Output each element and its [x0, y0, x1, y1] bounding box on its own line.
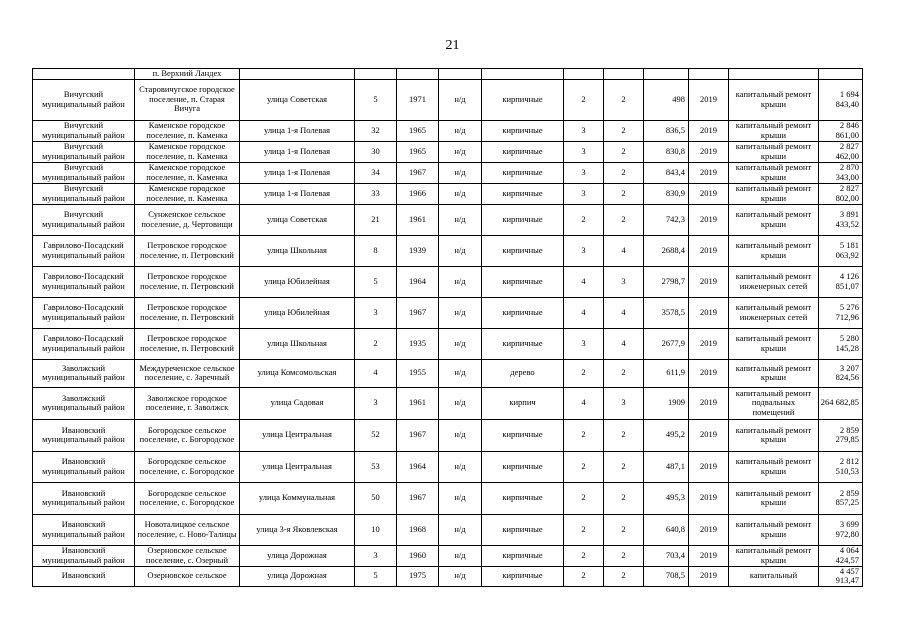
cell-settlement: Заволжское городское поселение, г. Заволжск [135, 387, 240, 419]
cell-wall: кирпичные [482, 419, 564, 451]
cell-year: 1961 [397, 387, 439, 419]
table-row [33, 328, 863, 359]
cell-settlement: Петровское городское поселение, п. Петровский [135, 266, 240, 297]
cell-district: Гаврилово-Посадский муниципальный район [33, 235, 135, 266]
cell-reconstruction: н/д [439, 359, 482, 387]
cell-wall: кирпичные [482, 162, 564, 183]
cell-settlement: Озерновское сельское поселение, с. Озерный [135, 545, 240, 566]
cell-street: улица 1-я Полевая [240, 141, 355, 162]
cell-district: Ивановский муниципальный район [33, 514, 135, 545]
table-row [33, 204, 863, 235]
cell-settlement: Каменское городское поселение, п. Каменка [135, 141, 240, 162]
cell-district [33, 69, 135, 80]
cell-house: 5 [355, 79, 397, 120]
cell-year: 1939 [397, 235, 439, 266]
cell-street: улица Школьная [240, 328, 355, 359]
cell-cost: 2 859 279,85 [819, 419, 863, 451]
cell-settlement: Новоталицкое сельское поселение, с. Ново-Талицы [135, 514, 240, 545]
cell-entrances: 2 [604, 120, 644, 141]
cell-plan-year: 2019 [689, 387, 729, 419]
repair-program-table [32, 68, 863, 587]
cell-wall: кирпичные [482, 328, 564, 359]
cell-reconstruction: н/д [439, 514, 482, 545]
cell-house: 3 [355, 545, 397, 566]
cell-reconstruction: н/д [439, 387, 482, 419]
cell-floors: 2 [564, 566, 604, 586]
cell-area: 703,4 [644, 545, 689, 566]
cell-entrances: 2 [604, 141, 644, 162]
cell-settlement: Петровское городское поселение, п. Петровский [135, 235, 240, 266]
cell-reconstruction: н/д [439, 162, 482, 183]
cell-year: 1965 [397, 141, 439, 162]
table-row [33, 359, 863, 387]
cell-area: 611,9 [644, 359, 689, 387]
cell-street: улица Дорожная [240, 566, 355, 586]
cell-area: 742,3 [644, 204, 689, 235]
cell-settlement: Озерновское сельское [135, 566, 240, 586]
cell-house: 33 [355, 183, 397, 204]
cell-floors: 2 [564, 482, 604, 514]
table-row [33, 387, 863, 419]
cell-entrances: 2 [604, 183, 644, 204]
table-row [33, 120, 863, 141]
cell-area [644, 69, 689, 80]
cell-floors: 3 [564, 141, 604, 162]
cell-wall: кирпичные [482, 566, 564, 586]
cell-house: 52 [355, 419, 397, 451]
cell-year: 1964 [397, 451, 439, 482]
cell-work: капитальный ремонт инженерных сетей [729, 266, 819, 297]
cell-area: 830,8 [644, 141, 689, 162]
cell-settlement: Каменское городское поселение, п. Каменка [135, 162, 240, 183]
cell-plan-year: 2019 [689, 120, 729, 141]
cell-year: 1975 [397, 566, 439, 586]
cell-reconstruction: н/д [439, 183, 482, 204]
cell-cost: 2 859 857,25 [819, 482, 863, 514]
cell-cost: 4 126 851,07 [819, 266, 863, 297]
cell-settlement: Каменское городское поселение, п. Каменка [135, 120, 240, 141]
cell-floors: 2 [564, 451, 604, 482]
cell-entrances: 2 [604, 482, 644, 514]
cell-reconstruction: н/д [439, 419, 482, 451]
cell-house: 30 [355, 141, 397, 162]
cell-street: улица Садовая [240, 387, 355, 419]
cell-year: 1968 [397, 514, 439, 545]
cell-house: 5 [355, 266, 397, 297]
cell-area: 487,1 [644, 451, 689, 482]
cell-settlement: Богородское сельское поселение, с. Богородское [135, 482, 240, 514]
cell-street: улица Центральная [240, 451, 355, 482]
cell-year: 1965 [397, 120, 439, 141]
cell-street: улица 1-я Полевая [240, 183, 355, 204]
cell-reconstruction: н/д [439, 120, 482, 141]
cell-settlement: Старовичугское городское поселение, п. Старая Вичуга [135, 79, 240, 120]
cell-entrances: 2 [604, 204, 644, 235]
cell-reconstruction: н/д [439, 141, 482, 162]
cell-year: 1955 [397, 359, 439, 387]
cell-entrances: 4 [604, 235, 644, 266]
cell-house: 10 [355, 514, 397, 545]
cell-plan-year: 2019 [689, 566, 729, 586]
cell-cost: 4 457 913,47 [819, 566, 863, 586]
cell-district: Ивановский [33, 566, 135, 586]
cell-floors: 3 [564, 120, 604, 141]
table-row [33, 514, 863, 545]
cell-work: капитальный ремонт крыши [729, 419, 819, 451]
cell-district: Ивановский муниципальный район [33, 419, 135, 451]
cell-wall: кирпичные [482, 141, 564, 162]
cell-entrances: 2 [604, 162, 644, 183]
cell-district: Гаврилово-Посадский муниципальный район [33, 297, 135, 328]
cell-wall: кирпичные [482, 183, 564, 204]
cell-house: 50 [355, 482, 397, 514]
table-row [33, 545, 863, 566]
cell-district: Вичугский муниципальный район [33, 204, 135, 235]
cell-cost: 2 812 510,53 [819, 451, 863, 482]
cell-wall [482, 69, 564, 80]
cell-floors: 3 [564, 162, 604, 183]
table-row [33, 162, 863, 183]
cell-area: 2677,9 [644, 328, 689, 359]
cell-work: капитальный ремонт крыши [729, 359, 819, 387]
table-row [33, 235, 863, 266]
cell-house: 3 [355, 387, 397, 419]
table-body [33, 69, 863, 587]
cell-floors: 4 [564, 297, 604, 328]
cell-cost: 2 870 343,00 [819, 162, 863, 183]
cell-reconstruction: н/д [439, 451, 482, 482]
cell-street: улица 1-я Полевая [240, 120, 355, 141]
cell-street: улица Советская [240, 79, 355, 120]
cell-street: улица Школьная [240, 235, 355, 266]
cell-wall: кирпич [482, 387, 564, 419]
cell-floors: 2 [564, 419, 604, 451]
table-row [33, 266, 863, 297]
cell-plan-year: 2019 [689, 545, 729, 566]
cell-area: 498 [644, 79, 689, 120]
cell-floors: 2 [564, 79, 604, 120]
cell-year: 1960 [397, 545, 439, 566]
cell-reconstruction: н/д [439, 79, 482, 120]
cell-plan-year: 2019 [689, 482, 729, 514]
cell-plan-year: 2019 [689, 183, 729, 204]
cell-floors: 4 [564, 387, 604, 419]
cell-year: 1967 [397, 162, 439, 183]
cell-settlement: Петровское городское поселение, п. Петровский [135, 297, 240, 328]
cell-district: Вичугский муниципальный район [33, 183, 135, 204]
cell-plan-year: 2019 [689, 141, 729, 162]
cell-year: 1964 [397, 266, 439, 297]
cell-district: Гаврилово-Посадский муниципальный район [33, 328, 135, 359]
cell-work: капитальный ремонт крыши [729, 514, 819, 545]
cell-plan-year: 2019 [689, 359, 729, 387]
cell-wall: дерево [482, 359, 564, 387]
cell-year: 1967 [397, 419, 439, 451]
cell-wall: кирпичные [482, 297, 564, 328]
cell-district: Гаврилово-Посадский муниципальный район [33, 266, 135, 297]
cell-plan-year [689, 69, 729, 80]
cell-house: 21 [355, 204, 397, 235]
cell-street [240, 69, 355, 80]
table-row [33, 69, 863, 80]
cell-cost: 5 280 145,28 [819, 328, 863, 359]
cell-area: 843,4 [644, 162, 689, 183]
cell-entrances: 3 [604, 266, 644, 297]
cell-area: 495,3 [644, 482, 689, 514]
cell-entrances: 2 [604, 451, 644, 482]
cell-settlement: Богородское сельское поселение, с. Богородское [135, 451, 240, 482]
cell-entrances: 4 [604, 297, 644, 328]
cell-cost: 2 846 861,00 [819, 120, 863, 141]
cell-plan-year: 2019 [689, 204, 729, 235]
cell-year: 1935 [397, 328, 439, 359]
cell-cost: 2 827 802,00 [819, 183, 863, 204]
cell-settlement: п. Верхний Ландех [135, 69, 240, 80]
cell-work: капитальный ремонт крыши [729, 162, 819, 183]
cell-area: 2798,7 [644, 266, 689, 297]
cell-entrances: 2 [604, 566, 644, 586]
cell-cost: 264 682,85 [819, 387, 863, 419]
cell-work: капитальный ремонт крыши [729, 235, 819, 266]
cell-reconstruction: н/д [439, 482, 482, 514]
table-row [33, 297, 863, 328]
cell-wall: кирпичные [482, 266, 564, 297]
cell-house: 8 [355, 235, 397, 266]
cell-house: 2 [355, 328, 397, 359]
cell-district: Заволжский муниципальный район [33, 387, 135, 419]
cell-area: 830,9 [644, 183, 689, 204]
cell-entrances: 3 [604, 387, 644, 419]
cell-cost: 5 181 063,92 [819, 235, 863, 266]
cell-house: 5 [355, 566, 397, 586]
cell-area: 2688,4 [644, 235, 689, 266]
cell-wall: кирпичные [482, 120, 564, 141]
table-row [33, 419, 863, 451]
table-row [33, 183, 863, 204]
cell-wall: кирпичные [482, 79, 564, 120]
cell-year: 1971 [397, 79, 439, 120]
cell-district: Ивановский муниципальный район [33, 451, 135, 482]
cell-reconstruction: н/д [439, 297, 482, 328]
cell-district: Заволжский муниципальный район [33, 359, 135, 387]
cell-reconstruction: н/д [439, 328, 482, 359]
cell-floors: 2 [564, 545, 604, 566]
cell-floors: 3 [564, 183, 604, 204]
cell-floors: 3 [564, 235, 604, 266]
cell-work: капитальный ремонт крыши [729, 120, 819, 141]
cell-plan-year: 2019 [689, 235, 729, 266]
cell-floors: 3 [564, 328, 604, 359]
cell-plan-year: 2019 [689, 266, 729, 297]
table-row [33, 451, 863, 482]
cell-year [397, 69, 439, 80]
cell-wall: кирпичные [482, 514, 564, 545]
cell-district: Ивановский муниципальный район [33, 545, 135, 566]
cell-house: 53 [355, 451, 397, 482]
cell-year: 1966 [397, 183, 439, 204]
cell-reconstruction: н/д [439, 266, 482, 297]
table-row [33, 79, 863, 120]
cell-area: 3578,5 [644, 297, 689, 328]
cell-cost [819, 69, 863, 80]
cell-cost: 3 891 433,52 [819, 204, 863, 235]
cell-work: капитальный ремонт крыши [729, 482, 819, 514]
cell-settlement: Богородское сельское поселение, с. Богородское [135, 419, 240, 451]
cell-entrances: 4 [604, 328, 644, 359]
cell-wall: кирпичные [482, 451, 564, 482]
cell-area: 640,8 [644, 514, 689, 545]
cell-year: 1967 [397, 297, 439, 328]
cell-cost: 2 827 462,00 [819, 141, 863, 162]
cell-work [729, 69, 819, 80]
cell-plan-year: 2019 [689, 297, 729, 328]
cell-street: улица Юбилейная [240, 266, 355, 297]
cell-work: капитальный ремонт крыши [729, 545, 819, 566]
cell-work: капитальный ремонт крыши [729, 451, 819, 482]
cell-work: капитальный ремонт инженерных сетей [729, 297, 819, 328]
cell-district: Вичугский муниципальный район [33, 141, 135, 162]
cell-street: улица Комсомольская [240, 359, 355, 387]
cell-work: капитальный ремонт крыши [729, 328, 819, 359]
cell-reconstruction: н/д [439, 204, 482, 235]
cell-plan-year: 2019 [689, 451, 729, 482]
cell-plan-year: 2019 [689, 419, 729, 451]
cell-entrances: 2 [604, 514, 644, 545]
cell-cost: 1 694 843,40 [819, 79, 863, 120]
cell-street: улица Дорожная [240, 545, 355, 566]
cell-settlement: Междуреченское сельское поселение, с. Заречный [135, 359, 240, 387]
table-row [33, 482, 863, 514]
table-row [33, 141, 863, 162]
cell-district: Ивановский муниципальный район [33, 482, 135, 514]
cell-work: капитальный [729, 566, 819, 586]
cell-plan-year: 2019 [689, 162, 729, 183]
cell-cost: 4 064 424,57 [819, 545, 863, 566]
cell-settlement: Сунженское сельское поселение, д. Чертовищи [135, 204, 240, 235]
cell-reconstruction: н/д [439, 566, 482, 586]
cell-cost: 3 207 824,56 [819, 359, 863, 387]
cell-entrances: 2 [604, 79, 644, 120]
cell-house: 4 [355, 359, 397, 387]
cell-street: улица Советская [240, 204, 355, 235]
cell-district: Вичугский муниципальный район [33, 162, 135, 183]
cell-plan-year: 2019 [689, 514, 729, 545]
cell-house: 34 [355, 162, 397, 183]
cell-work: капитальный ремонт подвальных помещений [729, 387, 819, 419]
cell-area: 495,2 [644, 419, 689, 451]
cell-settlement: Каменское городское поселение, п. Каменка [135, 183, 240, 204]
cell-year: 1961 [397, 204, 439, 235]
cell-floors: 4 [564, 266, 604, 297]
cell-floors [564, 69, 604, 80]
cell-area: 708,5 [644, 566, 689, 586]
cell-wall: кирпичные [482, 235, 564, 266]
cell-street: улица Юбилейная [240, 297, 355, 328]
cell-plan-year: 2019 [689, 328, 729, 359]
cell-year: 1967 [397, 482, 439, 514]
cell-entrances [604, 69, 644, 80]
table-row [33, 566, 863, 586]
cell-work: капитальный ремонт крыши [729, 204, 819, 235]
cell-street: улица 3-я Яковлевская [240, 514, 355, 545]
cell-wall: кирпичные [482, 482, 564, 514]
cell-reconstruction: н/д [439, 235, 482, 266]
cell-settlement: Петровское городское поселение, п. Петровский [135, 328, 240, 359]
page-number: 21 [445, 38, 460, 53]
cell-entrances: 2 [604, 359, 644, 387]
cell-cost: 3 699 972,80 [819, 514, 863, 545]
cell-street: улица Центральная [240, 419, 355, 451]
cell-work: капитальный ремонт крыши [729, 183, 819, 204]
cell-cost: 5 276 712,96 [819, 297, 863, 328]
cell-area: 1909 [644, 387, 689, 419]
cell-area: 836,5 [644, 120, 689, 141]
cell-district: Вичугский муниципальный район [33, 120, 135, 141]
cell-house [355, 69, 397, 80]
cell-entrances: 2 [604, 545, 644, 566]
cell-reconstruction [439, 69, 482, 80]
cell-house: 3 [355, 297, 397, 328]
cell-reconstruction: н/д [439, 545, 482, 566]
cell-street: улица 1-я Полевая [240, 162, 355, 183]
cell-floors: 2 [564, 514, 604, 545]
cell-district: Вичугский муниципальный район [33, 79, 135, 120]
cell-plan-year: 2019 [689, 79, 729, 120]
cell-entrances: 2 [604, 419, 644, 451]
cell-street: улица Коммунальная [240, 482, 355, 514]
cell-floors: 2 [564, 359, 604, 387]
cell-work: капитальный ремонт крыши [729, 141, 819, 162]
cell-wall: кирпичные [482, 545, 564, 566]
cell-floors: 2 [564, 204, 604, 235]
cell-work: капитальный ремонт крыши [729, 79, 819, 120]
cell-wall: кирпичные [482, 204, 564, 235]
cell-house: 32 [355, 120, 397, 141]
